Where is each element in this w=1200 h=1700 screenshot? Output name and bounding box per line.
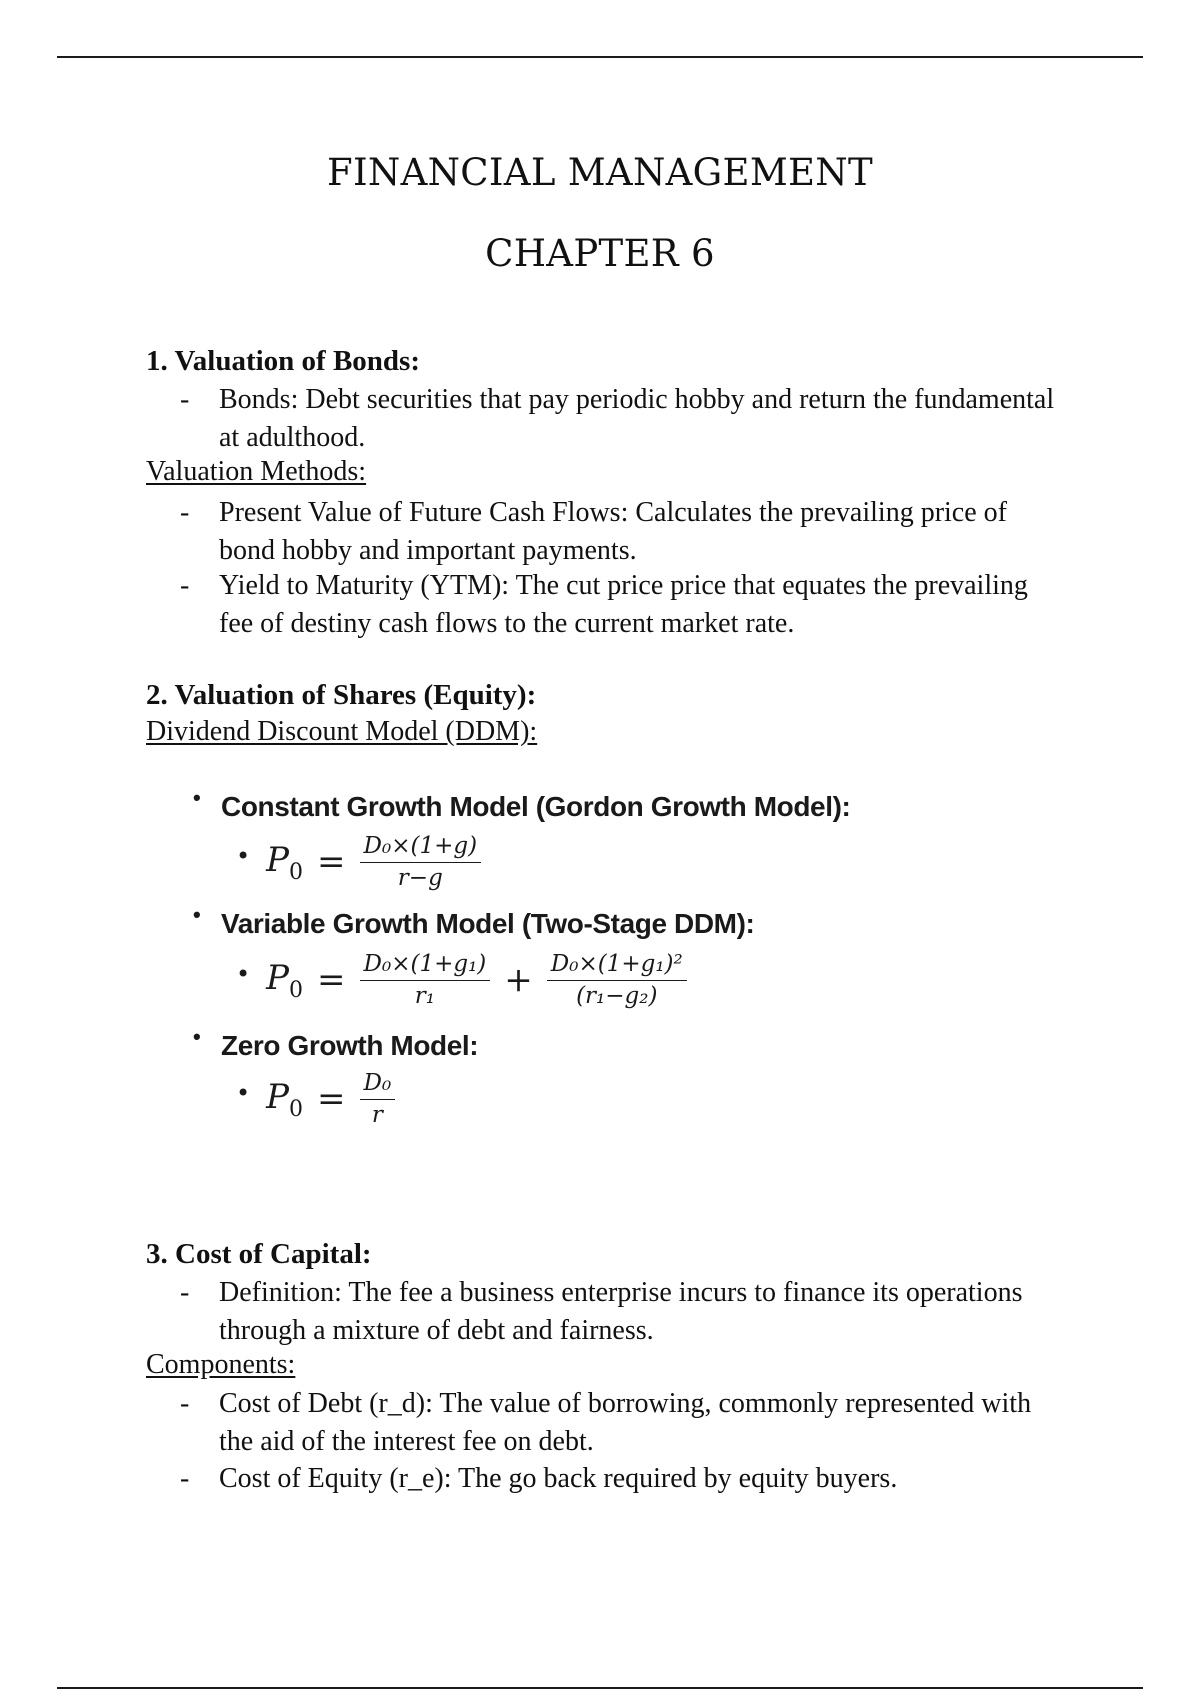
bullet-dot: •	[193, 1024, 201, 1049]
dash-marker: -	[180, 384, 190, 415]
dash-marker: -	[180, 570, 190, 601]
bullet-text: Cost of Equity (r_e): The go back required by equity buyers.	[219, 1463, 898, 1494]
model-name: Constant Growth Model (Gordon Growth Model):	[221, 791, 851, 822]
section-3-bullet	[180, 1274, 1060, 1350]
bottom-rule	[57, 1687, 1143, 1689]
bullet-text: Definition: The fee a business enterprise incurs to finance its operations through a mixture of debt and fairness.	[219, 1277, 1023, 1346]
equals-sign: =	[317, 960, 346, 1000]
model-name: Variable Growth Model (Two-Stage DDM):	[221, 908, 755, 939]
ddm-subheading: Dividend Discount Model (DDM):	[146, 716, 538, 747]
chapter-title: CHAPTER 6	[485, 232, 715, 275]
valuation-methods-subheading: Valuation Methods:	[146, 456, 367, 487]
dash-marker: -	[180, 1277, 190, 1308]
section-1-bullet	[180, 381, 1060, 457]
top-rule	[57, 56, 1143, 58]
component-item	[180, 1460, 1060, 1498]
model-heading	[193, 1024, 479, 1062]
denominator: r−g	[397, 865, 443, 891]
gordon-growth-formula	[236, 833, 481, 891]
bullet-dot: •	[236, 960, 251, 988]
fraction	[360, 951, 491, 1009]
section-3-heading: 3. Cost of Capital:	[146, 1238, 372, 1270]
two-stage-ddm-formula	[236, 951, 687, 1009]
formula-lhs: $P_0$	[266, 957, 304, 1003]
dash-marker: -	[180, 497, 190, 528]
bullet-text: Bonds: Debt securities that pay periodic hobby and return the fundamental at adulthood.	[219, 384, 1055, 453]
bullet-dot: •	[236, 1079, 251, 1107]
bullet-text: Present Value of Future Cash Flows: Calculates the prevailing price of bond hobby and important payments.	[219, 497, 1007, 566]
denominator: r	[371, 1102, 383, 1128]
method-item	[180, 567, 1060, 643]
equals-sign: =	[317, 842, 346, 882]
component-item	[180, 1385, 1060, 1461]
model-heading	[193, 902, 755, 940]
bullet-text: Cost of Debt (r_d): The value of borrowing, commonly represented with the aid of the interest fee on debt.	[219, 1388, 1032, 1457]
numerator: D₀×(1+g)	[360, 833, 482, 863]
dash-marker: -	[180, 1463, 190, 1494]
model-name: Zero Growth Model:	[221, 1030, 479, 1061]
plus-sign: +	[504, 960, 533, 1000]
document-title: FINANCIAL MANAGEMENT	[327, 151, 873, 194]
zero-growth-formula	[236, 1070, 395, 1128]
dash-marker: -	[180, 1388, 190, 1419]
numerator: D₀×(1+g₁)	[360, 951, 491, 981]
fraction	[360, 833, 482, 891]
bullet-dot: •	[193, 785, 201, 810]
fraction	[547, 951, 687, 1009]
formula-lhs: $P_0$	[266, 1076, 304, 1122]
method-item	[180, 494, 1060, 570]
bullet-dot: •	[236, 842, 251, 870]
numerator: D₀	[360, 1070, 396, 1100]
model-heading	[193, 785, 851, 823]
denominator: r₁	[414, 983, 436, 1009]
formula-lhs: $P_0$	[266, 839, 304, 885]
denominator: (r₁−g₂)	[576, 983, 658, 1009]
numerator: D₀×(1+g₁)²	[547, 951, 687, 981]
fraction	[360, 1070, 396, 1128]
section-2-heading: 2. Valuation of Shares (Equity):	[146, 679, 537, 711]
bullet-dot: •	[193, 902, 201, 927]
equals-sign: =	[317, 1079, 346, 1119]
components-subheading: Components:	[146, 1349, 296, 1380]
section-1-heading: 1. Valuation of Bonds:	[146, 345, 420, 377]
bullet-text: Yield to Maturity (YTM): The cut price price that equates the prevailing fee of destiny cash flows to the current market rate.	[219, 570, 1028, 639]
